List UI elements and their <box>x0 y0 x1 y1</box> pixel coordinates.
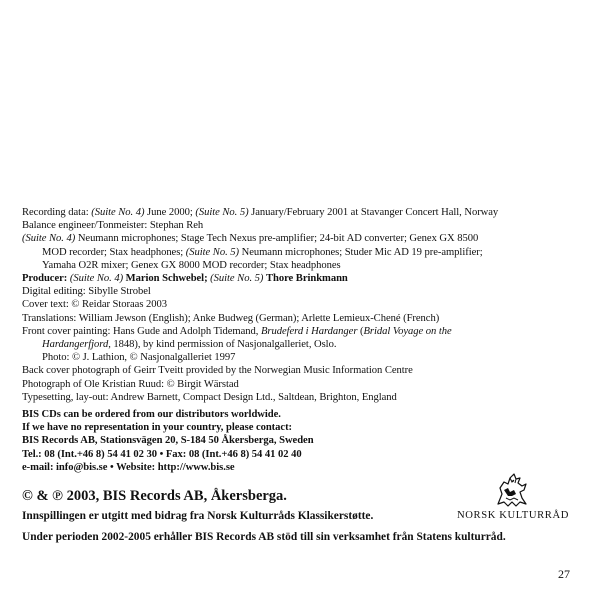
swedish-support-note: Under perioden 2002-2005 erhåller BIS Records AB stöd till sin verksamhet från Statens kulturråd. <box>22 531 506 543</box>
logo-wordmark: NORSK KULTURRÅD <box>457 510 569 521</box>
contact-email-website: e-mail: info@bis.se • Website: http://www.bis.se <box>22 461 235 473</box>
recording-credits <box>22 206 582 474</box>
digital-editing-line: Digital editing: Sibylle Strobel <box>22 286 151 298</box>
balance-engineer-line: Balance engineer/Tonmeister: Stephan Reh <box>22 220 204 232</box>
griffin-emblem-icon <box>492 470 532 510</box>
equipment-line-2: MOD recorder; Stax headphones; (Suite No. 5) Neumann microphones; Studer Mic AD 19 pre-amplifier; <box>42 246 483 258</box>
page-number: 27 <box>558 567 570 581</box>
contact-phone-fax: Tel.: 08 (Int.+46 8) 54 41 02 30 • Fax: 08 (Int.+46 8) 54 41 02 40 <box>22 448 302 460</box>
front-cover-line-1: Front cover painting: Hans Gude and Adolph Tidemand, Brudeferd i Hardanger (Bridal Voyage on the <box>22 325 452 337</box>
contact-block <box>22 408 582 474</box>
recording-data-line: Recording data: (Suite No. 4) June 2000; (Suite No. 5) January/February 2001 at Stavanger Concert Hall, Norway <box>22 207 499 218</box>
cover-text-line: Cover text: © Reidar Storaas 2003 <box>22 299 167 311</box>
norwegian-support-note: Innspillingen er utgitt med bidrag fra Norsk Kulturråds Klassikerstøtte. <box>22 510 374 522</box>
equipment-line-1: (Suite No. 4) Neumann microphones; Stage Tech Nexus pre-amplifier; 24-bit AD converter; Genex GX 8500 <box>22 233 479 245</box>
typesetting-line: Typesetting, lay-out: Andrew Barnett, Compact Design Ltd., Saltdean, Brighton, England <box>22 391 397 403</box>
front-cover-line-2: Hardangerfjord, 1848), by kind permission of Nasjonalgalleriet, Oslo. <box>42 339 337 351</box>
photo-credit-line: Photo: © J. Lathion, © Nasjonalgalleriet 1997 <box>42 352 236 364</box>
translations-line: Translations: William Jewson (English); Anke Budweg (German); Arlette Lemieux-Chené (French) <box>22 312 440 324</box>
back-cover-line: Back cover photograph of Geirr Tveitt provided by the Norwegian Music Information Centre <box>22 365 413 377</box>
photograph-line: Photograph of Ole Kristian Ruud: © Birgit Wärstad <box>22 378 239 390</box>
contact-line-1: BIS CDs can be ordered from our distributors worldwide. <box>22 409 281 421</box>
norsk-kulturrad-logo <box>448 470 578 526</box>
equipment-line-3: Yamaha O2R mixer; Genex GX 8000 MOD recorder; Stax headphones <box>42 259 341 271</box>
contact-address: BIS Records AB, Stationsvägen 20, S-184 50 Åkersberga, Sweden <box>22 435 314 447</box>
producer-line: Producer: (Suite No. 4) Marion Schwebel; (Suite No. 5) Thore Brinkmann <box>22 273 348 285</box>
contact-line-2: If we have no representation in your country, please contact: <box>22 422 293 434</box>
copyright-notice: © & ℗ 2003, BIS Records AB, Åkersberga. <box>22 488 287 504</box>
